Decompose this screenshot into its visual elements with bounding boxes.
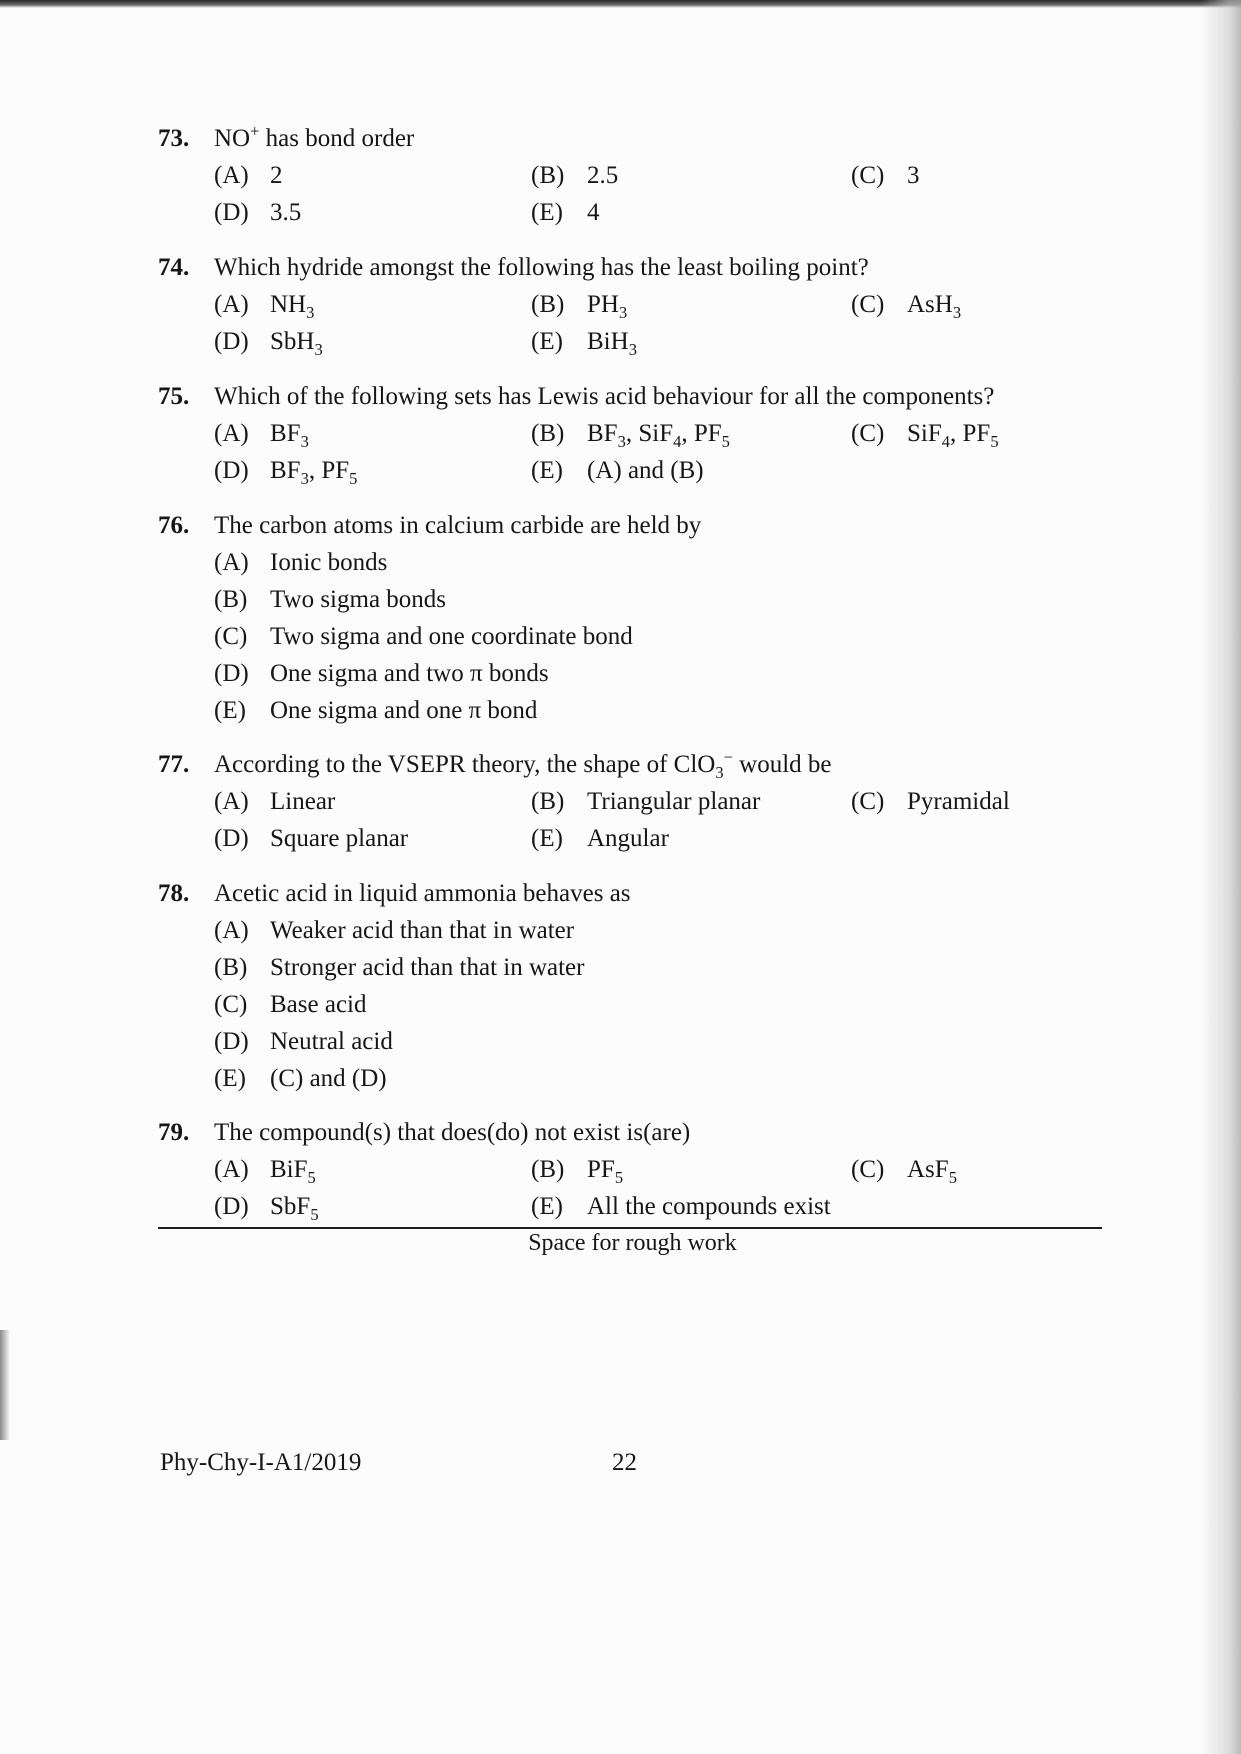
- option-text: Weaker acid than that in water: [270, 917, 575, 944]
- text-part: would be: [732, 751, 832, 778]
- question-text: [214, 746, 832, 783]
- rough-work-text: Space for rough work: [528, 1230, 737, 1256]
- option-label: (B): [531, 291, 565, 318]
- option-text: Ionic bonds: [270, 549, 388, 576]
- option-e: [531, 820, 669, 857]
- question-text: Which hydride amongst the following has the least boiling point?: [214, 254, 869, 281]
- option-label: (D): [214, 1193, 249, 1220]
- subscript: 4: [941, 432, 951, 451]
- option-label: (B): [214, 954, 248, 981]
- formula-part: SbH: [270, 328, 315, 355]
- option-label: (E): [531, 1193, 563, 1220]
- option-label: (B): [531, 420, 565, 447]
- subscript: 3: [628, 340, 637, 359]
- option-text: (C) and (D): [270, 1065, 387, 1092]
- option-a: [214, 1151, 316, 1188]
- subscript: 4: [673, 432, 682, 451]
- option-text: Triangular planar: [587, 788, 761, 815]
- text-part: According to the VSEPR theory, the shape of ClO: [214, 751, 716, 778]
- formula-part: SbF: [270, 1193, 311, 1220]
- subscript: 3: [306, 303, 315, 322]
- option-label: (C): [851, 420, 885, 447]
- subscript: 3: [715, 763, 724, 782]
- option-text: Square planar: [270, 825, 409, 852]
- formula-part: NO: [214, 125, 251, 152]
- option-label: (D): [214, 328, 249, 355]
- subscript: 5: [721, 432, 730, 451]
- option-label: (C): [851, 1156, 885, 1183]
- option-text: Two sigma bonds: [270, 586, 447, 613]
- option-label: (A): [214, 788, 249, 815]
- question-number: 76.: [158, 512, 190, 539]
- option-b: [214, 581, 446, 618]
- option-a: [214, 783, 335, 820]
- option-label: (C): [214, 991, 248, 1018]
- formula-part: , SiF: [625, 420, 674, 447]
- formula-part: AsH: [907, 291, 953, 318]
- option-text: Neutral acid: [270, 1028, 393, 1055]
- option-label: (E): [214, 1065, 246, 1092]
- option-a: [214, 912, 574, 949]
- option-label: (B): [531, 788, 565, 815]
- option-a: [214, 415, 309, 452]
- option-label: (C): [214, 623, 248, 650]
- question-text: The compound(s) that does(do) not exist is(are): [214, 1119, 691, 1146]
- option-label: (E): [214, 697, 246, 724]
- option-text: Pyramidal: [907, 788, 1010, 815]
- option-text: 3.5: [270, 199, 302, 226]
- paper-code: Phy-Chy-I-A1/2019: [160, 1449, 362, 1476]
- question-73: [0, 120, 1241, 231]
- option-label: (B): [531, 1156, 565, 1183]
- option-e: [531, 194, 600, 231]
- option-a: [214, 544, 387, 581]
- subscript: 3: [300, 469, 309, 488]
- formula-part: , PF: [308, 457, 350, 484]
- option-c: [851, 415, 999, 452]
- question-number: 75.: [158, 383, 190, 410]
- option-c: [851, 157, 920, 194]
- scan-edge-left: [0, 1330, 10, 1440]
- option-b: [531, 1151, 623, 1188]
- option-b: [214, 949, 584, 986]
- option-e: [531, 452, 704, 489]
- question-76: [0, 507, 1241, 729]
- rough-work-label: [0, 1226, 1241, 1260]
- option-label: (A): [214, 420, 249, 447]
- subscript: 5: [349, 469, 358, 488]
- option-e: [531, 323, 637, 360]
- option-label: (E): [531, 825, 563, 852]
- option-text: Base acid: [270, 991, 367, 1018]
- formula-part: AsF: [907, 1156, 949, 1183]
- formula-part: BiH: [587, 328, 629, 355]
- option-e: [531, 1188, 831, 1225]
- option-label: (B): [531, 162, 565, 189]
- formula-part: BF: [587, 420, 618, 447]
- option-label: (E): [531, 328, 563, 355]
- option-a: [214, 286, 314, 323]
- formula-part: SiF: [907, 420, 942, 447]
- option-label: (A): [214, 291, 249, 318]
- option-d: [214, 1023, 393, 1060]
- option-label: (C): [851, 788, 885, 815]
- option-b: [531, 415, 730, 452]
- option-text: One sigma and one π bond: [270, 697, 538, 724]
- question-75: [0, 378, 1241, 489]
- question-number: 79.: [158, 1119, 190, 1146]
- option-label: (A): [214, 549, 249, 576]
- option-label: (C): [851, 291, 885, 318]
- question-74: [0, 249, 1241, 360]
- option-text: Stronger acid than that in water: [270, 954, 585, 981]
- option-text: (A) and (B): [587, 457, 704, 484]
- option-b: [531, 286, 627, 323]
- subscript: 5: [310, 1205, 319, 1224]
- formula-part: BF: [270, 457, 301, 484]
- superscript: −: [723, 747, 733, 767]
- text-part: has bond order: [259, 125, 415, 152]
- option-d: [214, 323, 323, 360]
- option-label: (D): [214, 199, 249, 226]
- option-text: Angular: [587, 825, 669, 852]
- option-b: [531, 157, 618, 194]
- option-d: [214, 452, 357, 489]
- option-c: [851, 286, 961, 323]
- option-text: 3: [907, 162, 920, 189]
- option-label: (A): [214, 917, 249, 944]
- question-number: 77.: [158, 751, 190, 778]
- formula-part: PF: [587, 1156, 615, 1183]
- option-e: [214, 692, 537, 729]
- formula-part: , PF: [681, 420, 722, 447]
- option-e: [214, 1060, 387, 1097]
- option-text: One sigma and two π bonds: [270, 660, 549, 687]
- option-d: [214, 194, 301, 231]
- subscript: 5: [990, 432, 999, 451]
- option-label: (D): [214, 457, 249, 484]
- subscript: 5: [614, 1168, 624, 1187]
- option-label: (D): [214, 660, 249, 687]
- subscript: 3: [617, 432, 626, 451]
- option-d: [214, 655, 549, 692]
- option-label: (D): [214, 825, 249, 852]
- subscript: 3: [314, 340, 323, 359]
- option-b: [531, 783, 760, 820]
- question-78: [0, 875, 1241, 1097]
- formula-part: BiF: [270, 1156, 308, 1183]
- question-79: [0, 1114, 1241, 1225]
- subscript: 5: [307, 1168, 316, 1187]
- formula-part: , PF: [950, 420, 991, 447]
- scan-edge-top: [0, 0, 1241, 8]
- superscript: +: [250, 121, 260, 141]
- option-c: [851, 783, 1010, 820]
- option-c: [214, 986, 366, 1023]
- option-text: All the compounds exist: [587, 1193, 831, 1220]
- option-label: (E): [531, 457, 563, 484]
- option-text: 4: [587, 199, 600, 226]
- formula-part: NH: [270, 291, 307, 318]
- option-text: 2: [270, 162, 283, 189]
- question-text: [214, 120, 414, 157]
- option-label: (D): [214, 1028, 249, 1055]
- subscript: 3: [618, 303, 628, 322]
- question-77: [0, 746, 1241, 857]
- question-text: Acetic acid in liquid ammonia behaves as: [214, 880, 631, 907]
- option-text: Two sigma and one coordinate bond: [270, 623, 633, 650]
- formula-part: PH: [587, 291, 619, 318]
- option-text: 2.5: [587, 162, 619, 189]
- question-number: 74.: [158, 254, 190, 281]
- subscript: 3: [300, 432, 309, 451]
- option-label: (A): [214, 1156, 249, 1183]
- question-text: Which of the following sets has Lewis acid behaviour for all the components?: [214, 383, 995, 410]
- question-number: 73.: [158, 125, 190, 152]
- option-label: (E): [531, 199, 563, 226]
- page-number: 22: [612, 1449, 637, 1476]
- option-a: [214, 157, 283, 194]
- option-label: (C): [851, 162, 885, 189]
- option-c: [214, 618, 633, 655]
- option-d: [214, 820, 408, 857]
- option-label: (A): [214, 162, 249, 189]
- option-label: (B): [214, 586, 248, 613]
- formula-part: BF: [270, 420, 301, 447]
- question-text: The carbon atoms in calcium carbide are held by: [214, 512, 702, 539]
- subscript: 5: [948, 1168, 957, 1187]
- option-d: [214, 1188, 319, 1225]
- option-c: [851, 1151, 957, 1188]
- option-text: Linear: [270, 788, 336, 815]
- subscript: 3: [952, 303, 962, 322]
- question-number: 78.: [158, 880, 190, 907]
